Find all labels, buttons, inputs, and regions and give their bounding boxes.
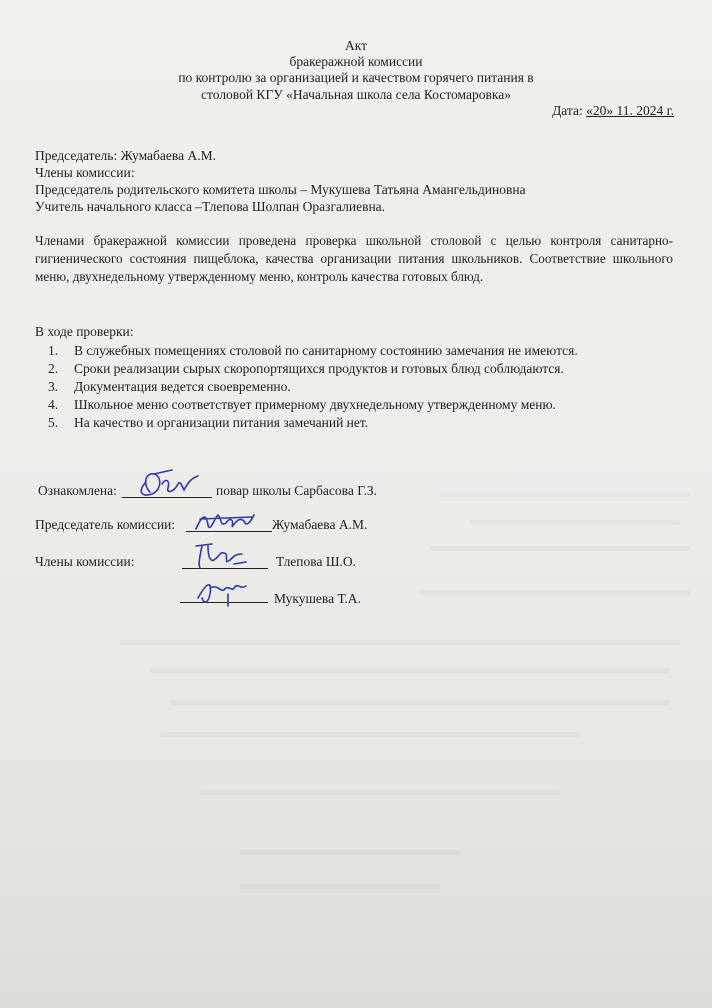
date-line <box>552 103 674 119</box>
bleed-through-mark <box>440 492 690 497</box>
cook-name: повар школы Сарбасова Г.З. <box>216 483 378 498</box>
members-label: Члены комиссии: <box>35 165 135 180</box>
doc-subtitle-line: по контролю за организацией и качеством горячего питания в <box>178 70 534 85</box>
body-paragraph: Членами бракеражной комиссии проведена проверка школьной столовой с целью контроля санитарно-гигиенического состояния пищеблока, качества организации питания школьников. Соответствие школьного меню, двухнедельному утвержденному меню, контроль качества готовых блюд. <box>35 233 673 284</box>
inspection-label: В ходе проверки: <box>35 324 134 339</box>
doc-title: Акт <box>344 38 368 53</box>
signature-member1 <box>190 538 264 572</box>
bleed-through-mark <box>430 546 690 551</box>
bleed-through-mark <box>420 590 690 595</box>
doc-subtitle-line: столовой КГУ «Начальная школа села Костомаровка» <box>201 87 511 102</box>
date-label: Дата: <box>552 103 587 118</box>
list-item: 5. На качество и организации питания замечаний нет. <box>48 415 369 430</box>
members-sign-label: Члены комиссии: <box>35 554 135 569</box>
member-line: Учитель начального класса –Тлепова Шолпан Оразгалиевна. <box>35 199 386 214</box>
acquainted-label: Ознакомлена: <box>38 483 117 498</box>
bleed-through-mark <box>240 850 460 855</box>
doc-subtitle: бракеражной комиссии <box>289 54 423 69</box>
bleed-through-mark <box>200 790 560 795</box>
inspection-list <box>48 342 578 432</box>
signature-chair <box>192 505 268 535</box>
bleed-through-mark <box>170 700 670 705</box>
bleed-through-mark <box>470 520 680 525</box>
bleed-through-mark <box>160 732 580 737</box>
bleed-through-mark <box>240 884 440 889</box>
list-item: 3. Документация ведется своевременно. <box>48 379 291 394</box>
chair-sign-name: Жумабаева А.М. <box>272 517 368 532</box>
signature-cook <box>132 464 212 500</box>
signature-member2 <box>190 574 264 608</box>
member2-sign-name: Мукушева Т.А. <box>274 591 361 606</box>
chair-sign-label: Председатель комиссии: <box>35 517 176 532</box>
list-item: 1. В служебных помещениях столовой по санитарному состоянию замечания не имеются. <box>48 343 578 358</box>
chair-line: Председатель: Жумабаева А.М. <box>35 148 216 163</box>
bleed-through-mark <box>150 668 670 673</box>
member1-sign-name: Тлепова Ш.О. <box>276 554 356 569</box>
list-item: 2. Сроки реализации сырых скоропортящихся продуктов и готовых блюд соблюдаются. <box>48 361 564 376</box>
bleed-through-mark <box>120 640 680 645</box>
date-value: «20» 11. 2024 г. <box>586 103 674 118</box>
member-line: Председатель родительского комитета школы – Мукушева Татьяна Амангельдиновна <box>35 182 526 197</box>
list-item: 4. Школьное меню соответствует примерному двухнедельному утвержденному меню. <box>48 397 556 412</box>
